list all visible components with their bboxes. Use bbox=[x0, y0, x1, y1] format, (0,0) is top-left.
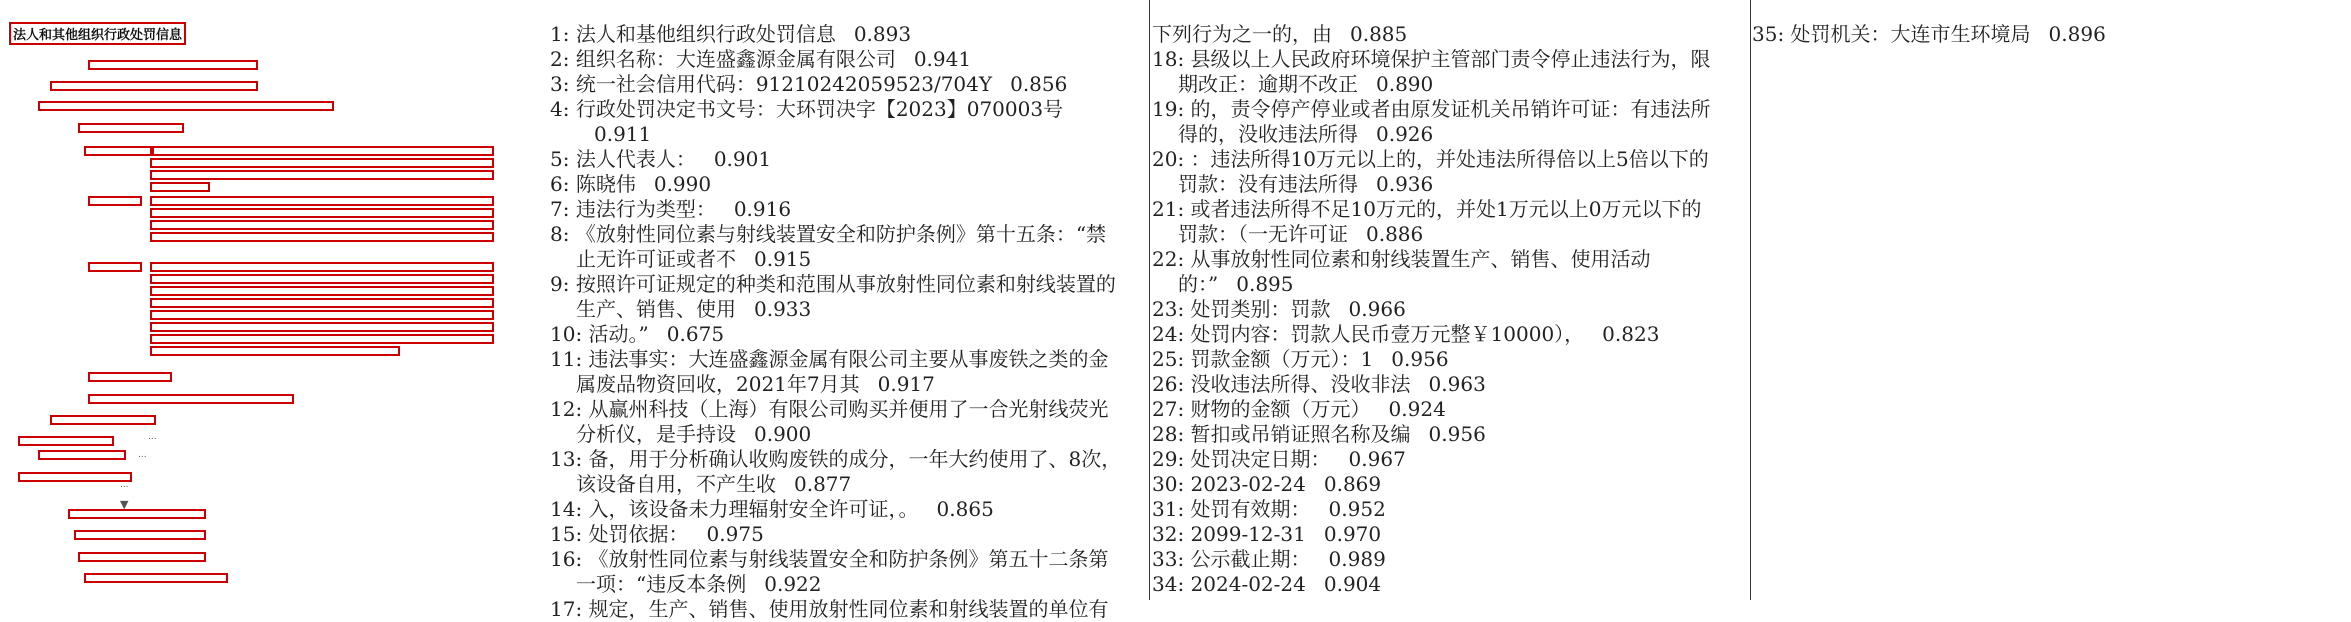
cursor-icon: ▼ bbox=[120, 498, 129, 511]
confidence-score: 0.933 bbox=[754, 297, 812, 321]
entry-text: 按照许可证规定的种类和范围从事放射性同位素和射线装置的生产、销售、使用 bbox=[575, 272, 1116, 321]
ocr-entry bbox=[550, 147, 1122, 172]
text-column-1 bbox=[550, 22, 1122, 622]
ocr-entry bbox=[1152, 297, 1720, 322]
entry-number: 8: bbox=[550, 222, 570, 246]
ocr-entry bbox=[1152, 422, 1720, 447]
entry-text: 罚款金额（万元）：1 bbox=[1190, 347, 1374, 371]
ocr-entry bbox=[550, 597, 1122, 622]
entry-number: 25: bbox=[1152, 347, 1185, 371]
entry-number: 12: bbox=[550, 397, 583, 421]
detection-box bbox=[88, 196, 142, 206]
entry-number: 34: bbox=[1152, 572, 1185, 596]
ocr-entry bbox=[1152, 247, 1720, 297]
confidence-score: 0.956 bbox=[1391, 347, 1449, 371]
doc-title: 法人和其他组织行政处罚信息 bbox=[11, 24, 184, 43]
entry-number: 10: bbox=[550, 322, 583, 346]
confidence-score: 0.911 bbox=[594, 122, 652, 146]
detection-box bbox=[150, 334, 494, 344]
ocr-entry bbox=[550, 497, 1122, 522]
entry-number: 6: bbox=[550, 172, 570, 196]
ocr-entry bbox=[1152, 572, 1720, 597]
entry-number: 17: bbox=[550, 597, 583, 621]
confidence-score: 0.869 bbox=[1323, 472, 1382, 496]
ocr-entry bbox=[550, 172, 1122, 197]
entry-number: 35: bbox=[1752, 22, 1785, 46]
entry-text: 统一社会信用代码：91210242059523/704Y bbox=[575, 72, 993, 96]
entry-number: 24: bbox=[1152, 322, 1185, 346]
entry-text: 处罚机关：大连市生环境局 bbox=[1790, 22, 2031, 46]
ocr-entry bbox=[1152, 347, 1720, 372]
confidence-score: 0.915 bbox=[754, 247, 812, 271]
entry-number: 1: bbox=[550, 22, 570, 46]
confidence-score: 0.856 bbox=[1010, 72, 1068, 96]
confidence-score: 0.967 bbox=[1348, 447, 1406, 471]
entry-text: 规定，生产、销售、使用放射性同位素和射线装置的单位有 bbox=[588, 597, 1109, 621]
detection-box bbox=[88, 60, 258, 70]
entry-number: 3: bbox=[550, 72, 570, 96]
entry-number: 14: bbox=[550, 497, 583, 521]
detection-box bbox=[78, 552, 206, 562]
confidence-score: 0.896 bbox=[2048, 22, 2106, 46]
entry-number: 13: bbox=[550, 447, 583, 471]
entry-number: 27: bbox=[1152, 397, 1185, 421]
confidence-score: 0.917 bbox=[877, 372, 935, 396]
entry-text: 没收违法所得、没收非法 bbox=[1190, 372, 1411, 396]
ocr-entry bbox=[1152, 22, 1720, 47]
entry-number: 9: bbox=[550, 272, 570, 296]
detection-box bbox=[150, 220, 494, 230]
confidence-score: 0.924 bbox=[1388, 397, 1446, 421]
ocr-entry bbox=[1152, 397, 1720, 422]
confidence-score: 0.990 bbox=[653, 172, 712, 196]
detection-box bbox=[150, 158, 494, 168]
ellipsis-marker: ... bbox=[138, 450, 147, 460]
entry-text: 备，用于分析确认收购废铁的成分，一年大约使用了、8次，该设备自用，不产生收 bbox=[576, 447, 1122, 496]
detection-box bbox=[150, 310, 494, 320]
ocr-entry bbox=[550, 47, 1122, 72]
confidence-score: 0.936 bbox=[1376, 172, 1434, 196]
ocr-entry bbox=[550, 22, 1122, 47]
ocr-entry bbox=[1752, 22, 2332, 47]
confidence-score: 0.956 bbox=[1428, 422, 1486, 446]
confidence-score: 0.966 bbox=[1348, 297, 1406, 321]
ellipsis-marker: ... bbox=[120, 480, 129, 490]
detection-box bbox=[68, 509, 206, 519]
ocr-entry bbox=[550, 97, 1122, 147]
entry-text: 入，该设备未力理辐射安全许可证，。 bbox=[588, 497, 919, 521]
entry-number: 5: bbox=[550, 147, 570, 171]
confidence-score: 0.975 bbox=[706, 522, 764, 546]
detection-box bbox=[74, 530, 206, 540]
ocr-entry bbox=[550, 197, 1122, 222]
detection-box bbox=[50, 81, 258, 91]
ocr-entry bbox=[1152, 372, 1720, 397]
detection-box bbox=[150, 232, 494, 242]
confidence-score: 0.922 bbox=[764, 572, 822, 596]
entry-number: 11: bbox=[550, 347, 583, 371]
entry-text: 处罚有效期： bbox=[1190, 497, 1311, 521]
entry-text: 行政处罚决定书文号：大环罚决字【2023】070003号 bbox=[575, 97, 1064, 121]
ocr-entry bbox=[550, 522, 1122, 547]
entry-text: 活动。” bbox=[588, 322, 649, 346]
ocr-entry bbox=[1152, 547, 1720, 572]
entry-text: 组织名称：大连盛鑫源金属有限公司 bbox=[575, 47, 896, 71]
detection-box bbox=[84, 146, 154, 156]
entry-number: 30: bbox=[1152, 472, 1185, 496]
entry-number: 20: bbox=[1152, 147, 1185, 171]
entry-text: 《放射性同位素与射线装置安全和防护条例》第五十二条第一项：“违反本条例 bbox=[576, 547, 1109, 596]
confidence-score: 0.823 bbox=[1602, 322, 1660, 346]
entry-text: 2023-02-24 bbox=[1190, 472, 1306, 496]
confidence-score: 0.952 bbox=[1328, 497, 1386, 521]
entry-text: 2024-02-24 bbox=[1190, 572, 1306, 596]
entry-text: 2099-12-31 bbox=[1190, 522, 1306, 546]
entry-text: ：违法所得10万元以上的，并处违法所得倍以上5倍以下的罚款：没有违法所得 bbox=[1178, 147, 1709, 196]
entry-number: 33: bbox=[1152, 547, 1185, 571]
ocr-entry bbox=[1152, 147, 1720, 197]
entry-text: 陈晓伟 bbox=[575, 172, 636, 196]
ocr-entry bbox=[1152, 447, 1720, 472]
annotated-document-panel bbox=[0, 0, 540, 600]
entry-text: 县级以上人民政府环境保护主管部门责令停止违法行为，限期改正：逾期不改正 bbox=[1178, 47, 1711, 96]
entry-number: 23: bbox=[1152, 297, 1185, 321]
ocr-entry bbox=[550, 272, 1122, 322]
detection-box bbox=[150, 322, 494, 332]
ocr-entry bbox=[1152, 197, 1720, 247]
entry-text: 公示截止期： bbox=[1190, 547, 1311, 571]
entry-text: 处罚依据： bbox=[588, 522, 689, 546]
confidence-score: 0.926 bbox=[1376, 122, 1434, 146]
ocr-entry bbox=[1152, 472, 1720, 497]
text-column-2 bbox=[1152, 22, 1720, 597]
entry-text: 《放射性同位素与射线装置安全和防护条例》第十五条：“禁止无许可证或者不 bbox=[575, 222, 1107, 271]
entry-text: 或者违法所得不足10万元的，并处1万元以上0万元以下的罚款：（一无许可证 bbox=[1178, 197, 1702, 246]
entry-number: 22: bbox=[1152, 247, 1185, 271]
ocr-entry bbox=[550, 547, 1122, 597]
entry-text: 财物的金额（万元） bbox=[1190, 397, 1371, 421]
ocr-entry bbox=[550, 322, 1122, 347]
text-column-3 bbox=[1752, 22, 2332, 47]
entry-text: 处罚内容：罚款人民币壹万元整￥10000）， bbox=[1190, 322, 1585, 346]
detection-box bbox=[150, 182, 210, 192]
confidence-score: 0.963 bbox=[1428, 372, 1486, 396]
detection-box bbox=[84, 573, 228, 583]
column-divider bbox=[1149, 0, 1150, 600]
detection-box bbox=[88, 372, 172, 382]
ocr-entry bbox=[1152, 97, 1720, 147]
detection-box bbox=[150, 146, 494, 156]
entry-number: 4: bbox=[550, 97, 570, 121]
entry-number: 29: bbox=[1152, 447, 1185, 471]
entry-number: 16: bbox=[550, 547, 583, 571]
ocr-entry bbox=[1152, 497, 1720, 522]
entry-text: 处罚决定日期： bbox=[1190, 447, 1331, 471]
detection-box bbox=[150, 170, 494, 180]
entry-text: 从赢州科技（上海）有限公司购买并便用了一合光射线荧光分析仪，是手持设 bbox=[576, 397, 1109, 446]
confidence-score: 0.877 bbox=[794, 472, 852, 496]
entry-text: 违法行为类型： bbox=[575, 197, 716, 221]
entry-number: 32: bbox=[1152, 522, 1185, 546]
entry-text: 违法事实：大连盛鑫源金属有限公司主要从事废铁之类的金属废品物资回收，2021年7月其 bbox=[576, 347, 1109, 396]
entry-text: 法人和基他组织行政处罚信息 bbox=[575, 22, 836, 46]
detection-box bbox=[150, 286, 494, 296]
entry-number: 31: bbox=[1152, 497, 1185, 521]
column-divider bbox=[1750, 0, 1751, 600]
confidence-score: 0.904 bbox=[1323, 572, 1382, 596]
confidence-score: 0.886 bbox=[1366, 222, 1424, 246]
detection-box bbox=[18, 436, 114, 446]
ocr-entry bbox=[550, 222, 1122, 272]
detection-box bbox=[50, 415, 156, 425]
ocr-entry bbox=[1152, 322, 1720, 347]
entry-number: 15: bbox=[550, 522, 583, 546]
detection-box bbox=[150, 196, 494, 206]
confidence-score: 0.941 bbox=[913, 47, 972, 71]
entry-number: 28: bbox=[1152, 422, 1185, 446]
entry-text: 处罚类别：罚款 bbox=[1190, 297, 1331, 321]
entry-number: 19: bbox=[1152, 97, 1185, 121]
confidence-score: 0.970 bbox=[1323, 522, 1382, 546]
entry-text: 的，责令停产停业或者由原发证机关吊销许可证：有违法所得的，没收违法所得 bbox=[1178, 97, 1711, 146]
ocr-entry bbox=[1152, 522, 1720, 547]
entry-text: 暂扣或吊销证照名称及编 bbox=[1190, 422, 1411, 446]
confidence-score: 0.916 bbox=[733, 197, 792, 221]
detection-box bbox=[150, 346, 400, 356]
detection-box bbox=[150, 274, 494, 284]
confidence-score: 0.901 bbox=[713, 147, 772, 171]
entry-number: 26: bbox=[1152, 372, 1185, 396]
confidence-score: 0.893 bbox=[853, 22, 912, 46]
confidence-score: 0.989 bbox=[1328, 547, 1386, 571]
detection-box bbox=[18, 472, 132, 482]
entry-text: 从事放射性同位素和射线装置生产、销售、使用活动的：” bbox=[1178, 247, 1651, 296]
confidence-score: 0.895 bbox=[1236, 272, 1294, 296]
detection-box bbox=[88, 394, 294, 404]
detection-box bbox=[38, 101, 334, 111]
entry-number: 21: bbox=[1152, 197, 1185, 221]
detection-box bbox=[38, 450, 126, 460]
ocr-entry bbox=[550, 447, 1122, 497]
entry-text: 下列行为之一的，由 bbox=[1152, 22, 1332, 46]
confidence-score: 0.890 bbox=[1376, 72, 1434, 96]
confidence-score: 0.885 bbox=[1350, 22, 1408, 46]
entry-number: 18: bbox=[1152, 47, 1185, 71]
confidence-score: 0.900 bbox=[754, 422, 812, 446]
detection-box bbox=[150, 262, 494, 272]
confidence-score: 0.675 bbox=[666, 322, 725, 346]
ocr-entry bbox=[1152, 47, 1720, 97]
detection-box bbox=[150, 298, 494, 308]
ocr-entry bbox=[550, 347, 1122, 397]
entry-number: 2: bbox=[550, 47, 570, 71]
ellipsis-marker: ... bbox=[148, 432, 157, 442]
detection-box bbox=[88, 262, 142, 272]
ocr-entry bbox=[550, 397, 1122, 447]
entry-number: 7: bbox=[550, 197, 570, 221]
confidence-score: 0.865 bbox=[936, 497, 994, 521]
detection-box bbox=[150, 208, 494, 218]
ocr-entry bbox=[550, 72, 1122, 97]
entry-text: 法人代表人： bbox=[575, 147, 696, 171]
detection-box bbox=[78, 123, 184, 133]
